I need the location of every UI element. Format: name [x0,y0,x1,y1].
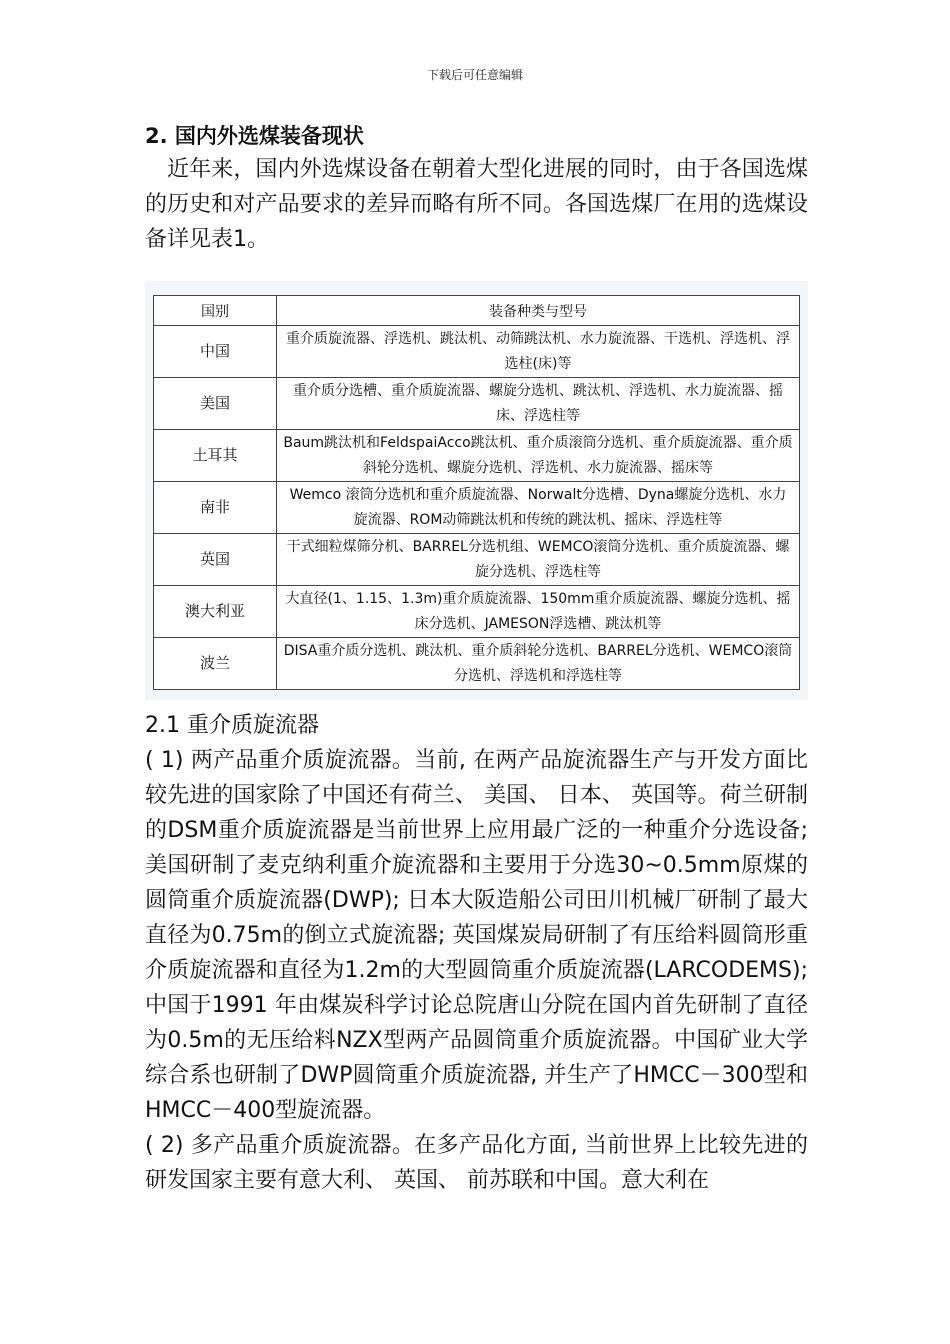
header-equipment: 装备种类与型号 [277,296,800,326]
country-cell: 波兰 [154,638,277,690]
country-cell: 美国 [154,378,277,430]
table-row [154,326,800,378]
table-row [154,534,800,586]
table-row [154,482,800,534]
equipment-cell: DISA重介质分选机、跳汰机、重介质斜轮分选机、BARREL分选机、WEMCO滚筒分选机、浮选机和浮选柱等 [277,638,800,690]
equipment-cell: 重介质分选槽、重介质旋流器、螺旋分选机、跳汰机、浮选机、水力旋流器、摇床、浮选柱等 [277,378,800,430]
header-country: 国别 [154,296,277,326]
country-cell: 南非 [154,482,277,534]
paragraph-multi-product-cyclone: ( 2) 多产品重介质旋流器。在多产品化方面, 当前世界上比较先进的研发国家主要有意大利、 英国、 前苏联和中国。意大利在 [145,1133,808,1193]
equipment-table [153,295,800,690]
country-cell: 中国 [154,326,277,378]
equipment-cell: 大直径(1、1.15、1.3m)重介质旋流器、150mm重介质旋流器、螺旋分选机、摇床分选机、JAMESON浮选槽、跳汰机等 [277,586,800,638]
equipment-table-figure [145,281,808,700]
country-cell: 土耳其 [154,430,277,482]
intro-paragraph: 近年来，国内外选煤设备在朝着大型化进展的同时，由于各国选煤的历史和对产品要求的差异而略有所不同。各国选煤厂在用的选煤设备详见表1。 [145,157,808,252]
equipment-cell: 重介质旋流器、浮选机、跳汰机、动筛跳汰机、水力旋流器、干选机、浮选机、浮选柱(床)等 [277,326,800,378]
table-row [154,378,800,430]
paragraph-two-product-cyclone: ( 1) 两产品重介质旋流器。当前, 在两产品旋流器生产与开发方面比较先进的国家除了中国还有荷兰、 美国、 日本、 英国等。荷兰研制的DSM重介质旋流器是当前世界上应用最广泛的一种重介分选设备; 美国研制了麦克纳利重介旋流器和主要用于分选30~0.5mm原煤的圆筒重介质旋流器(DWP); 日本大阪造船公司田川机械厂研制了最大直径为0.75m的倒立式旋流器; 英国煤炭局研制了有压给料圆筒形重介质旋流器和直径为1.2m的大型圆筒重介质旋流器(LARCODEMS); 中国于1991 年由煤炭科学讨论总院唐山分院在国内首先研制了直径为0.5m的无压给料NZX型两产品圆筒重介质旋流器。中国矿业大学综合系也研制了DWP圆筒重介质旋流器, 并生产了HMCC－300型和HMCC－400型旋流器。 [145,748,808,1123]
document-body [145,120,808,1198]
table-row [154,430,800,482]
country-cell: 英国 [154,534,277,586]
table-header-row [154,296,800,326]
table-row [154,638,800,690]
equipment-cell: 干式细粒煤筛分机、BARREL分选机组、WEMCO滚筒分选机、重介质旋流器、螺旋分选机、浮选柱等 [277,534,800,586]
section-heading-2-1: 2.1 重介质旋流器 [145,713,319,738]
equipment-cell: Wemco 滚筒分选机和重介质旋流器、Norwalt分选槽、Dyna螺旋分选机、水力旋流器、ROM动筛跳汰机和传统的跳汰机、摇床、浮选柱等 [277,482,800,534]
country-cell: 澳大利亚 [154,586,277,638]
page-header-note: 下载后可任意编辑 [426,68,523,82]
table-row [154,586,800,638]
equipment-cell: Baum跳汰机和FeldspaiAcco跳汰机、重介质滚筒分选机、重介质旋流器、重介质斜轮分选机、螺旋分选机、浮选机、水力旋流器、摇床等 [277,430,800,482]
section-heading-2: 2. 国内外选煤装备现状 [145,124,364,148]
